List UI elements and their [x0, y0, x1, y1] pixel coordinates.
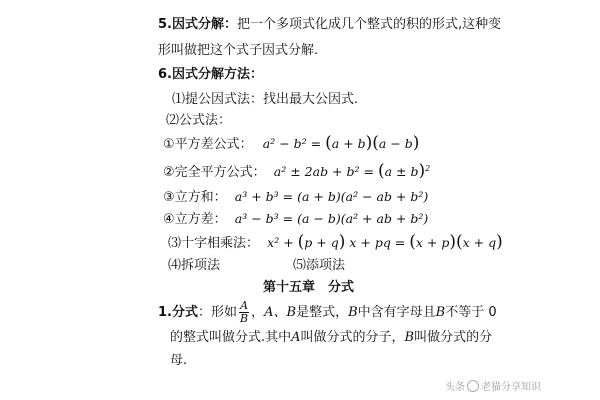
- perfect-square-label: ②完全平方公式：: [163, 165, 266, 180]
- section-1-line1: [158, 300, 497, 326]
- difference-of-squares-lhs: a² − b² =: [262, 136, 322, 151]
- section-5-text-1: 把一个多项式化成几个整式的积的形式,这种变: [237, 17, 502, 32]
- cross-rest: x + pq =: [349, 235, 406, 250]
- difference-of-squares-factor-2: a − b: [378, 136, 413, 151]
- watermark: [445, 378, 541, 393]
- cross-multiplication-row: [168, 234, 503, 253]
- method-2: ⑵公式法：: [166, 113, 232, 128]
- section-1-line2-c: 叫做分式的分: [414, 330, 493, 345]
- var-b-3: B: [404, 330, 415, 345]
- section-5-text-2: 形叫做把这个式子因式分解.: [158, 43, 319, 58]
- watermark-author: 老猫分享知识: [481, 382, 541, 393]
- var-a: A: [291, 330, 301, 345]
- section-1-text-a: ：形如: [198, 305, 238, 320]
- section-5-line1: [158, 16, 501, 34]
- cube-difference-row: [163, 210, 428, 229]
- section-1-line2: [170, 329, 492, 347]
- difference-of-squares-label: ①平方差公式：: [163, 137, 253, 152]
- difference-of-squares-formula: a² − b² = (a + b)(a − b): [262, 133, 420, 153]
- perfect-square-factor: a ± b: [384, 164, 419, 179]
- cube-difference-formula: a³ − b³ = (a − b)(a² + ab + b²): [234, 211, 429, 226]
- fraction-denominator: B: [240, 312, 249, 325]
- difference-of-squares-row: [163, 135, 419, 154]
- perfect-square-row: [163, 163, 430, 182]
- cube-sum-row: [163, 188, 428, 207]
- var-a-b: A、B: [264, 305, 297, 320]
- cross-multiplication-formula: x² + (p + q) x + pq = (x + p)(x + q): [267, 232, 503, 252]
- watermark-logo-icon: [467, 380, 479, 392]
- perfect-square-formula: $a^2 \pm 2ab + b^2 = (a \pm b)^2$: [273, 161, 431, 181]
- section-1-number: 1.: [158, 305, 172, 320]
- section-1-line2-b: 叫做分式的分子，: [300, 330, 405, 345]
- section-6-title: 6.因式分解方法：: [158, 67, 263, 82]
- var-b: B: [348, 305, 358, 320]
- section-1-title: 分式: [171, 305, 198, 320]
- cross-factor-2: x + q: [462, 235, 497, 250]
- section-1-text-d: 中含有字母且: [357, 305, 436, 320]
- split-method: ⑷拆项法: [168, 258, 221, 273]
- add-remove-method: ⑸添项法: [293, 258, 346, 273]
- cube-sum-formula: a³ + b³ = (a + b)(a² − ab + b²): [234, 189, 429, 204]
- perfect-square-exponent: 2: [425, 163, 431, 173]
- section-5-number: 5.: [158, 17, 172, 32]
- cross-x-squared: x² +: [267, 235, 294, 250]
- section-1-line2-a: 的整式叫做分式.其中: [170, 330, 292, 345]
- cross-factor-1: x + p: [415, 235, 450, 250]
- section-5-title: 因式分解: [171, 17, 224, 32]
- watermark-brand: 头条: [445, 382, 465, 393]
- fraction-numerator: A: [240, 299, 249, 312]
- section-1-text-c: 是整式，: [296, 305, 349, 320]
- var-b-2: B: [435, 305, 446, 320]
- cube-sum-label: ③立方和：: [163, 190, 227, 205]
- section-1-text-e: 不等于 0: [445, 305, 497, 320]
- fraction-a-over-b: [239, 300, 249, 325]
- section-5-line2: [158, 42, 318, 60]
- method-1: ⑴提公因式法：找出最大公因式.: [172, 92, 359, 107]
- perfect-square-lhs: a² ± 2ab + b² =: [273, 164, 374, 179]
- section-1-line3: 母.: [170, 353, 188, 368]
- cross-multiplication-label: ⑶十字相乘法：: [168, 236, 260, 251]
- section-5-colon: ：: [224, 17, 238, 32]
- cube-difference-label: ④立方差：: [163, 212, 227, 227]
- section-1-text-b: ，: [251, 305, 265, 320]
- cross-pq-sum: p + q: [304, 235, 339, 250]
- difference-of-squares-factor-1: a + b: [331, 136, 366, 151]
- chapter-title: 第十五章 分式: [263, 280, 355, 295]
